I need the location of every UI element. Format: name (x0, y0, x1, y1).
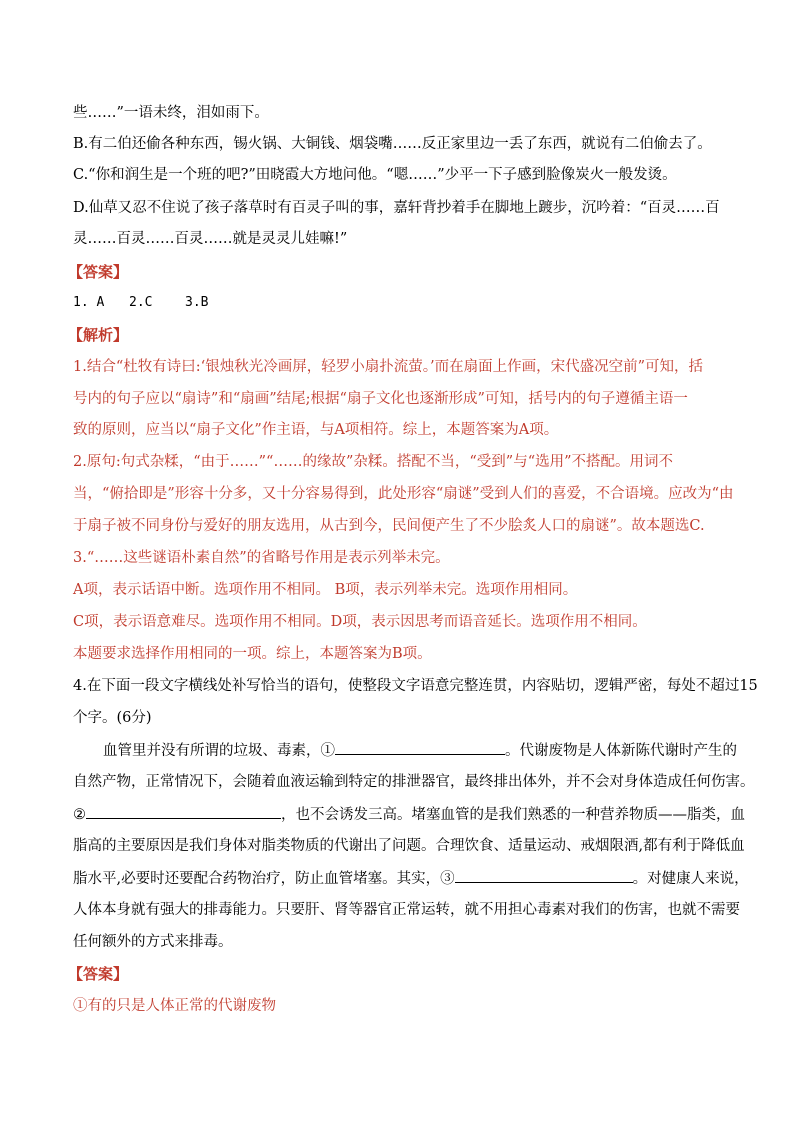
analysis-line: 当，“俯拾即是”形容十分多，又十分容易得到，此处形容“扇谜”受到人们的喜爱，不合语境。应改为“由 (73, 486, 734, 502)
passage-line: 任何额外的方式来排毒。 (73, 934, 233, 950)
option-d-line1: D.仙草又忍不住说了孩子落草时有百灵子叫的事，嘉轩背抄着手在脚地上踱步，沉吟着：“百灵……百 (73, 200, 720, 216)
passage-line (73, 868, 749, 889)
analysis-line: 于扇子被不同身份与爱好的朋友选用，从古到今，民间便产生了不少脍炙人口的扇谜”。故本题选C. (73, 518, 705, 534)
passage-line: 自然产物，正常情况下，会随着血液运输到特定的排泄器官，最终排出体外，并不会对身体造成任何伤害。 (73, 774, 755, 790)
option-d-line2: 灵……百灵……百灵……就是灵灵儿娃嘛!” (73, 231, 348, 247)
option-c: C.“你和润生是一个班的吧?”田晓霞大方地问他。“嗯……”少平一下子感到脸像炭火一般发烫。 (73, 167, 677, 183)
passage-line (73, 804, 745, 825)
blank-marker: ② (73, 807, 86, 823)
option-a-tail: 些……”一语未终，泪如雨下。 (73, 105, 269, 121)
answer-blank-3[interactable] (455, 868, 633, 883)
passage-text: 血管里并没有所谓的垃圾、毒素，① (103, 743, 335, 759)
question-stem-line1: 4.在下面一段文字横线处补写恰当的语句，使整段文字语意完整连贯，内容贴切，逻辑严密，每处不超过15 (73, 678, 758, 694)
passage-line (103, 740, 737, 761)
answer-heading: 【答案】 (68, 263, 129, 281)
passage-line: 脂高的主要原因是我们身体对脂类物质的代谢出了问题。合理饮食、适量运动、戒烟限酒,都有利于降低血 (73, 838, 745, 854)
analysis-line: 3.“……这些谜语朴素自然”的省略号作用是表示列举未完。 (73, 550, 450, 566)
analysis-line: 致的原则，应当以“扇子文化”作主语，与A项相符。综上，本题答案为A项。 (73, 422, 559, 438)
passage-line: 人体本身就有强大的排毒能力。只要肝、肾等器官正常运转，就不用担心毒素对我们的伤害，也就不需要 (73, 902, 740, 918)
analysis-line: 本题要求选择作用相同的一项。综上，本题答案为B项。 (73, 646, 432, 662)
passage-text: 。代谢废物是人体新陈代谢时产生的 (505, 743, 737, 759)
answer-blank-2[interactable] (86, 804, 281, 819)
analysis-line: 2.原句:句式杂糅，“由于……”“……的缘故”杂糅。搭配不当，“受到”与“选用”不搭配。用词不 (73, 454, 674, 470)
question-stem-line2: 个字。(6分) (73, 710, 152, 726)
option-b: B.有二伯还偷各种东西，锡火锅、大铜钱、烟袋嘴……反正家里边一丢了东西，就说有二伯偷去了。 (73, 136, 712, 152)
passage-text: 。对健康人来说， (632, 871, 749, 887)
passage-text: 脂水平,必要时还要配合药物治疗，防止血管堵塞。其实，③ (73, 871, 455, 887)
analysis-line: C项，表示语意难尽。选项作用不相同。D项，表示因思考而语音延长。选项作用不相同。 (73, 614, 647, 630)
analysis-line: 1.结合“杜牧有诗曰:‘银烛秋光冷画屏，轻罗小扇扑流萤。’而在扇面上作画，宋代盛况空前”可知，括 (73, 359, 704, 375)
answer-item: 1. A (73, 295, 105, 310)
answer-item: 3.B (185, 295, 209, 310)
answer-line: ①有的只是人体正常的代谢废物 (73, 998, 276, 1014)
answer-heading: 【答案】 (68, 965, 129, 983)
answer-blank-1[interactable] (335, 740, 505, 755)
answer-item: 2.C (129, 295, 153, 310)
analysis-line: A项，表示话语中断。选项作用不相同。 B项，表示列举未完。选项作用相同。 (73, 582, 578, 598)
analysis-heading: 【解析】 (68, 326, 129, 344)
passage-text: ，也不会诱发三高。堵塞血管的是我们熟悉的一种营养物质——脂类，血 (281, 807, 745, 823)
analysis-line: 号内的句子应以“扇诗”和“扇画”结尾;根据“扇子文化也逐渐形成”可知，括号内的句子遵循主语一 (73, 391, 688, 407)
answer-list (73, 293, 208, 313)
